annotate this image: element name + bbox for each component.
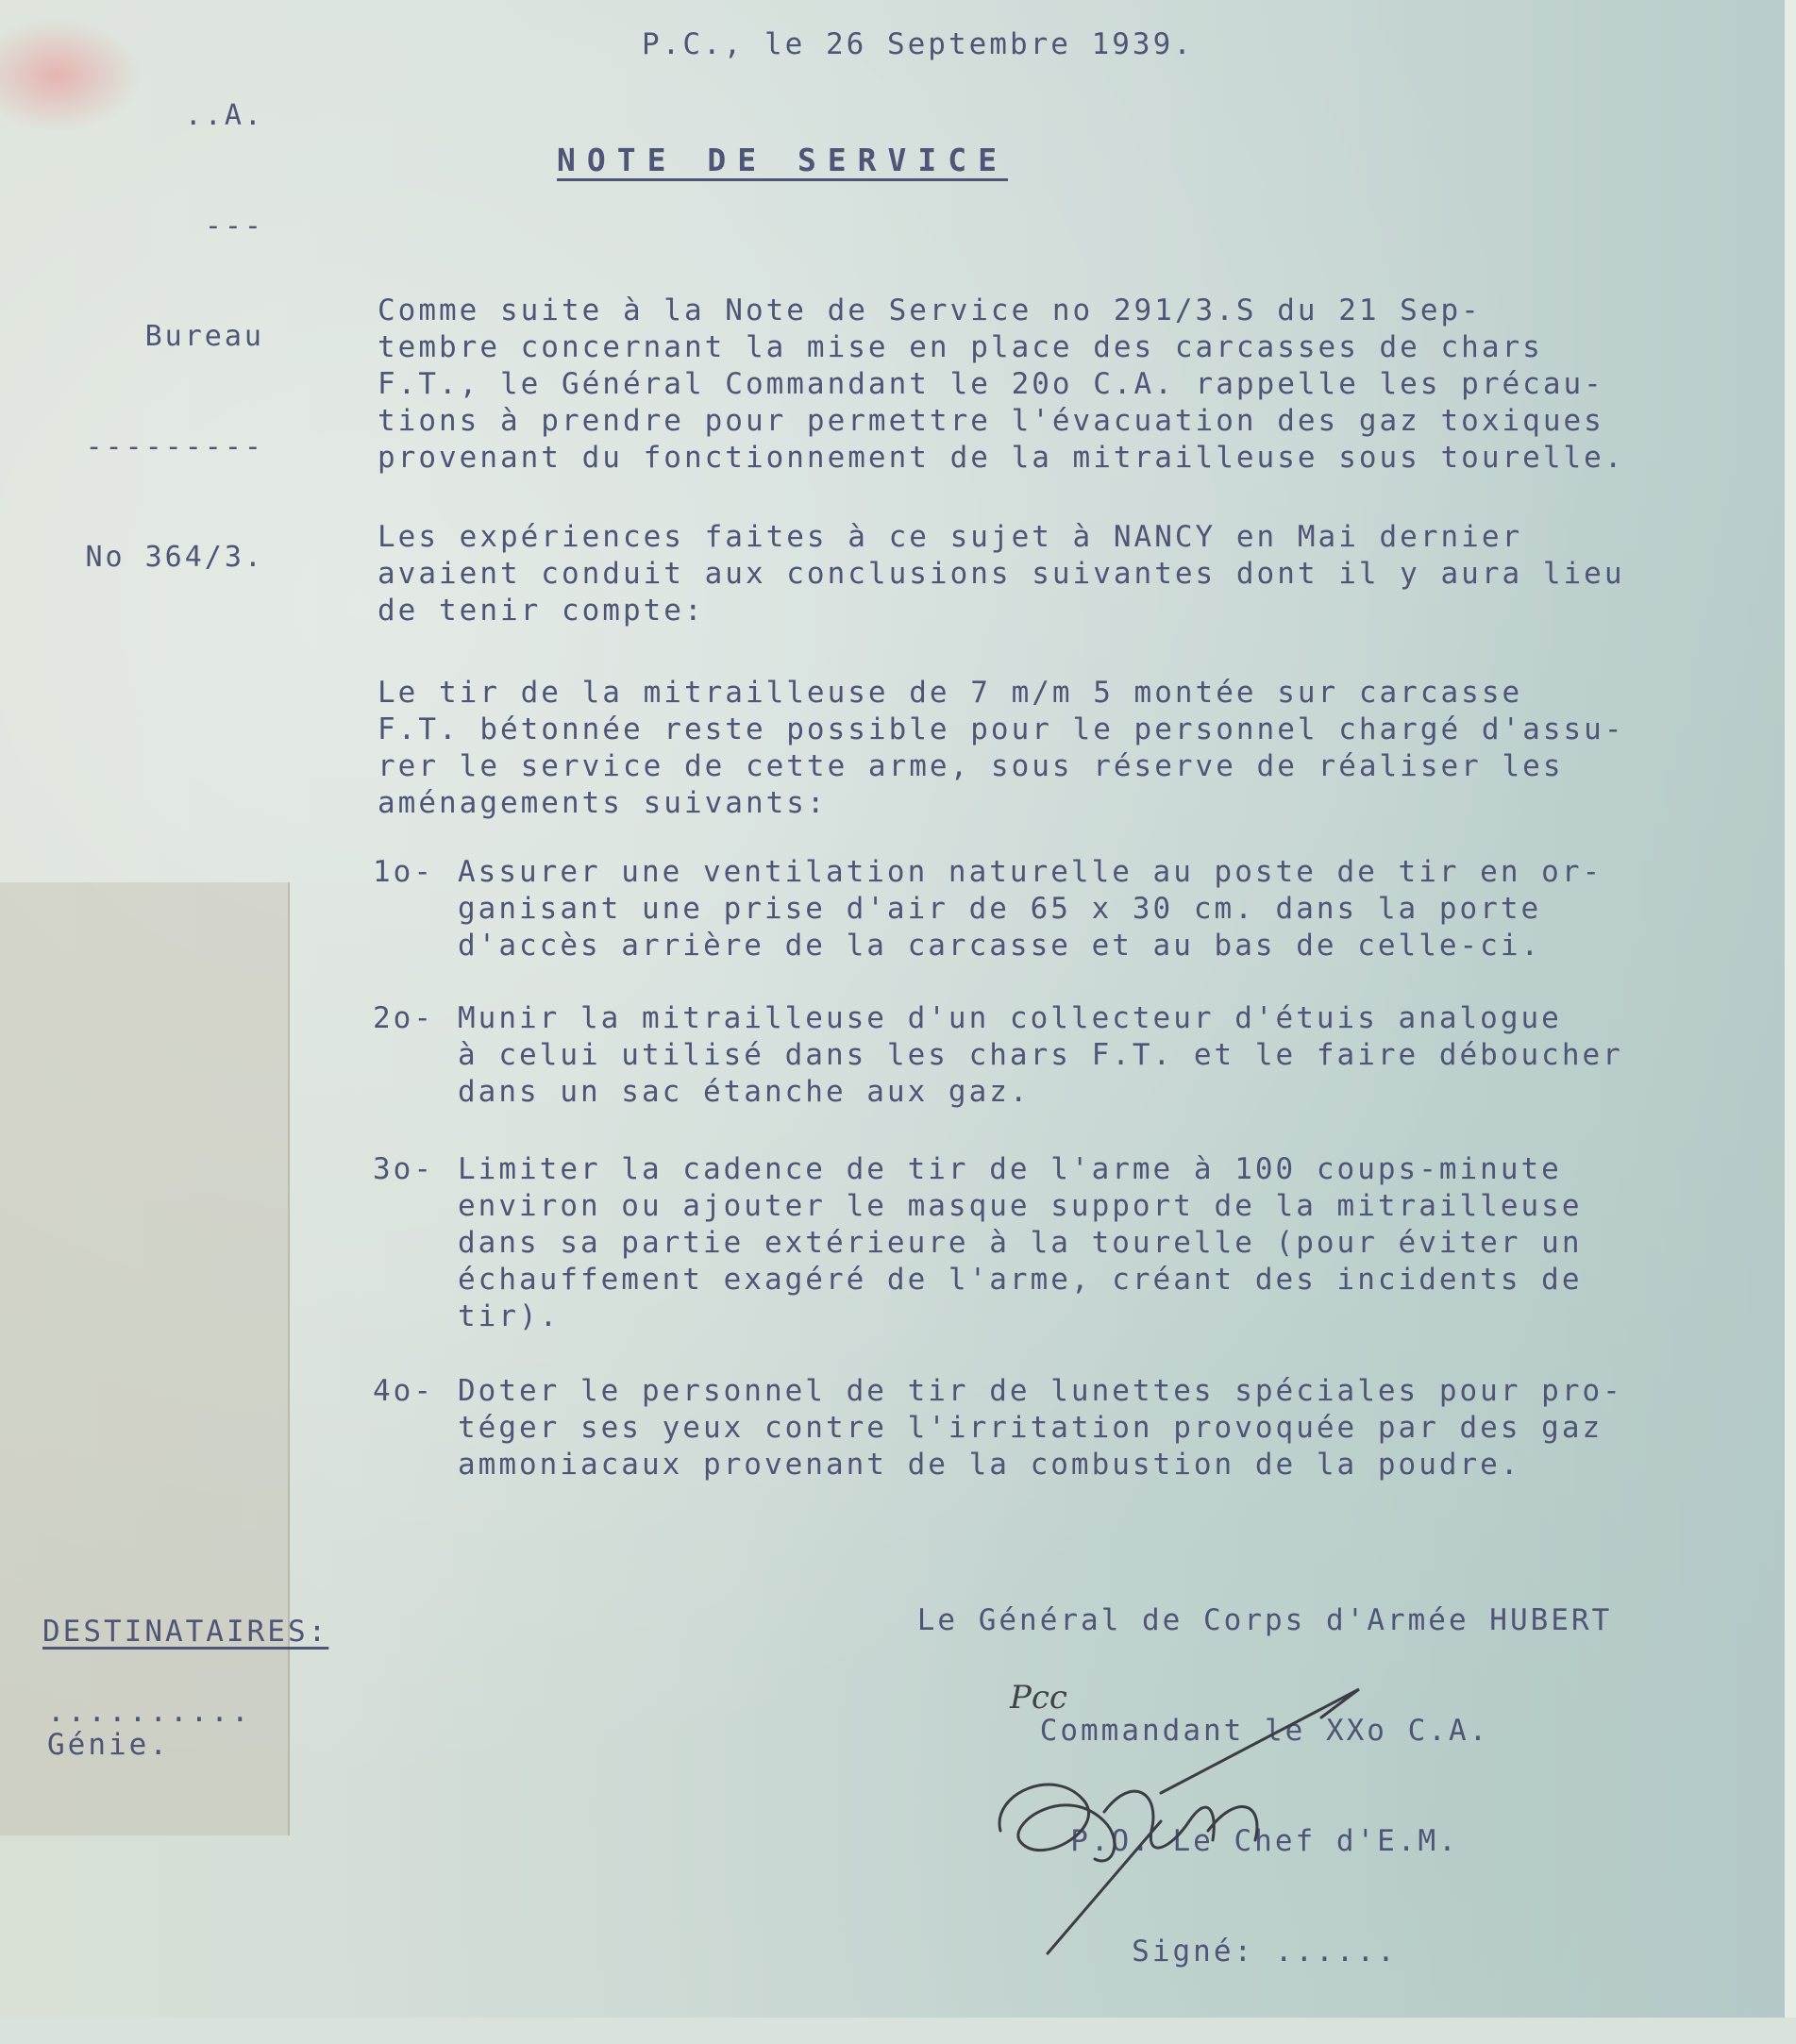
document-title: NOTE DE SERVICE bbox=[557, 142, 1009, 178]
list-item-text: Assurer une ventilation naturelle au poste de tir en or- ganisant une prise d'air de 65 x 30 cm. dans la porte d'accès arrière de la carcasse et au bas de celle-ci. bbox=[458, 855, 1603, 963]
list-item-text: Munir la mitrailleuse d'un collecteur d'étuis analogue à celui utilisé dans les chars F.T. et le faire déboucher dans un sac étanche aux gaz. bbox=[458, 1001, 1623, 1109]
pcc-handwriting: Pcc bbox=[1010, 1680, 1067, 1717]
list-item-number: 2o- bbox=[373, 1001, 434, 1035]
paper-edge bbox=[1785, 0, 1796, 2018]
reference-block bbox=[38, 24, 264, 649]
document-date: P.C., le 26 Septembre 1939. bbox=[642, 27, 1194, 61]
body-paragraph: Le tir de la mitrailleuse de 7 m/m 5 montée sur carcasse F.T. bétonnée reste possible pour le personnel chargé d'assu- rer le service de cette arme, sous réserve de réaliser les aménagements suivants: bbox=[378, 676, 1625, 820]
list-item-number: 3o- bbox=[373, 1152, 434, 1186]
handwritten-signature bbox=[982, 1680, 1378, 1963]
reference-line: ..A. bbox=[184, 99, 264, 132]
recipient-item: .......... bbox=[47, 1695, 252, 1729]
list-item-number: 1o- bbox=[373, 855, 434, 889]
reference-line: --------- bbox=[85, 430, 264, 463]
reference-line: Bureau bbox=[144, 320, 264, 353]
list-item bbox=[373, 1000, 1623, 1111]
signature-strokes bbox=[999, 1689, 1359, 1953]
list-item bbox=[373, 1151, 1583, 1335]
signature-line: Le Général de Corps d'Armée HUBERT bbox=[916, 1603, 1613, 1637]
recipients-heading: DESTINATAIRES: bbox=[42, 1615, 329, 1649]
reference-line: --- bbox=[204, 209, 264, 243]
recipient-item: Génie. bbox=[47, 1728, 170, 1762]
list-item-number: 4o- bbox=[373, 1374, 434, 1408]
signature-line: Commandant le XXo C.A. bbox=[1039, 1714, 1490, 1748]
signature-line: P.O. Le Chef d'E.M. bbox=[1070, 1824, 1459, 1858]
paper-repair-patch bbox=[0, 882, 290, 1835]
list-item-text: Limiter la cadence de tir de l'arme à 100 coups-minute environ ou ajouter le masque support de la mitrailleuse dans sa partie extérieure à la tourelle (pour éviter un échauffement exagéré de l'arme, créant des incidents de tir). bbox=[458, 1152, 1583, 1333]
reference-line: No 364/3. bbox=[85, 541, 264, 574]
list-item bbox=[373, 1373, 1623, 1483]
list-item bbox=[373, 854, 1603, 964]
body-paragraph: Comme suite à la Note de Service no 291/3.S du 21 Sep- tembre concernant la mise en place des carcasses de chars F.T., le Général Commandant le 20o C.A. rappelle les précau- tions à prendre pour permettre l'évacuation des gaz toxiques provenant du fonctionnement de la mitrailleuse sous tourelle. bbox=[378, 293, 1625, 475]
body-paragraph: Les expériences faites à ce sujet à NANCY en Mai dernier avaient conduit aux conclusions suivantes dont il y aura lieu de tenir compte: bbox=[378, 520, 1625, 628]
list-item-text: Doter le personnel de tir de lunettes spéciales pour pro- téger ses yeux contre l'irritation provoquée par des gaz ammoniacaux provenant de la combustion de la poudre. bbox=[458, 1374, 1623, 1482]
signature-line: Signé: ...... bbox=[1132, 1935, 1398, 1969]
